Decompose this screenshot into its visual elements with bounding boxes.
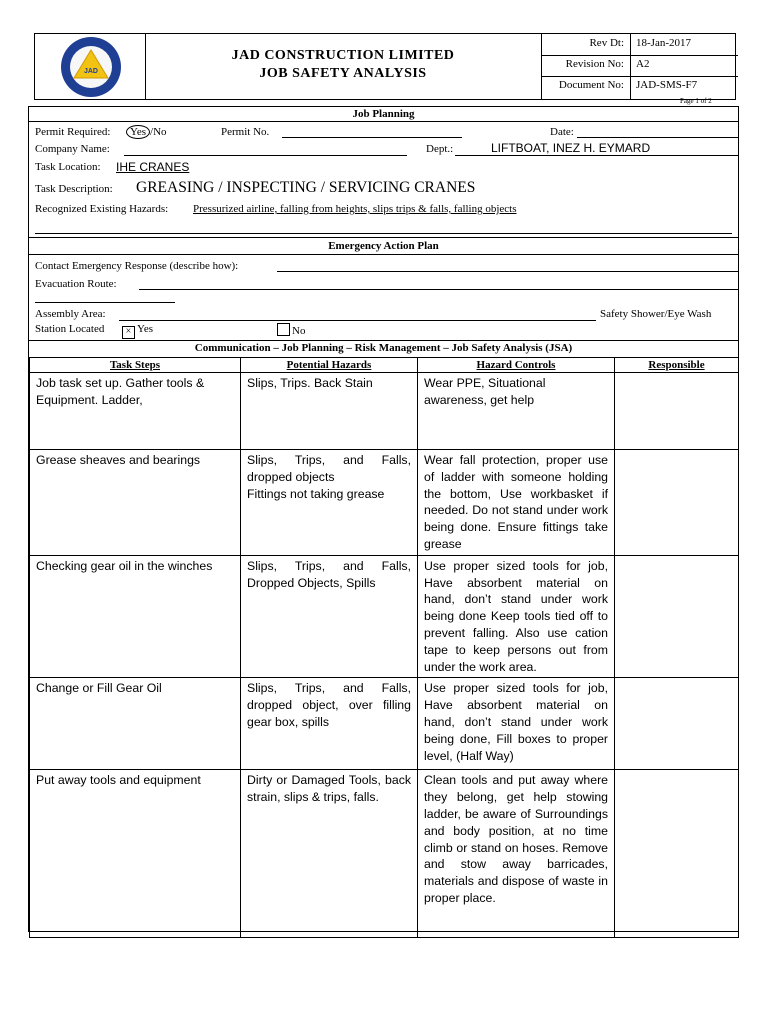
table-row — [30, 678, 739, 770]
task-step-cell: Checking gear oil in the winches — [30, 555, 241, 678]
hazards-field[interactable]: Pressurized airline, falling from heights, slips trips & falls, falling objects — [193, 203, 517, 215]
rev-date-value: 18-Jan-2017 — [630, 34, 738, 55]
table-row — [30, 450, 739, 556]
task-step-cell: Put away tools and equipment — [30, 770, 241, 938]
controls-cell: Clean tools and put away where they belong, get help stowing ladder, be aware of Surroundings and body position, at no time climb or stand on hoses. Remove and stow away barricades, materials and dispose of waste in proper place. — [418, 770, 615, 938]
revision-label: Revision No: — [565, 58, 624, 70]
date-label: Date: — [550, 126, 574, 138]
permit-no-label: Permit No. — [221, 126, 270, 138]
responsible-cell[interactable] — [615, 450, 739, 556]
document-no-row — [542, 76, 738, 99]
hazards-extra-line[interactable] — [35, 233, 732, 234]
rev-date-label: Rev Dt: — [589, 37, 624, 49]
station-label: Station Located — [35, 323, 105, 335]
document-title: JOB SAFETY ANALYSIS — [259, 66, 427, 81]
hazards-cell: Dirty or Damaged Tools, back strain, slips & trips, falls. — [241, 770, 418, 938]
task-location-field[interactable]: IHE CRANES — [116, 160, 190, 174]
col-potential-hazards: Potential Hazards — [241, 358, 418, 373]
permit-yes-circled: Yes — [126, 125, 150, 139]
company-name: JAD CONSTRUCTION LIMITED — [231, 48, 455, 63]
assembly-field[interactable] — [119, 320, 596, 321]
hazards-cell: Slips, Trips, and Falls, dropped objects Fittings not taking grease — [241, 450, 418, 556]
no-label: No — [292, 325, 306, 337]
jsa-heading: Communication – Job Planning – Risk Management – Job Safety Analysis (JSA) — [194, 342, 573, 354]
divider — [29, 121, 738, 122]
permit-no-field[interactable] — [282, 137, 462, 138]
rev-date-row — [542, 34, 738, 56]
revision-value: A2 — [630, 55, 738, 76]
controls-cell: Use proper sized tools for job, Have absorbent material on hand, don’t stand under work being done, Fill boxes to proper level, (Half Way) — [418, 678, 615, 770]
task-step-cell: Job task set up. Gather tools & Equipment. Ladder, — [30, 373, 241, 450]
document-no-value: JAD-SMS-F7 — [630, 76, 738, 99]
task-step-cell: Change or Fill Gear Oil — [30, 678, 241, 770]
logo-text: JAD — [83, 68, 99, 75]
revision-row — [542, 55, 738, 77]
permit-required-label: Permit Required: — [35, 126, 111, 138]
table-row — [30, 373, 739, 450]
controls-cell: Use proper sized tools for job, Have absorbent material on hand, don’t stand under work being done Keep tools tied off to prevent falling. Also use cation tape to keep persons out from under the work area. — [418, 555, 615, 678]
dept-label: Dept.: — [426, 143, 454, 155]
col-responsible: Responsible — [615, 358, 739, 373]
permit-yes-option[interactable] — [126, 126, 167, 138]
jsa-form — [28, 106, 739, 932]
divider — [29, 254, 738, 255]
table-row — [30, 555, 739, 678]
responsible-cell[interactable] — [615, 678, 739, 770]
yes-checkbox[interactable]: × — [122, 326, 135, 339]
jsa-table — [29, 357, 739, 938]
task-step-cell: Grease sheaves and bearings — [30, 450, 241, 556]
hazards-cell: Slips, Trips, and Falls, dropped object, over filling gear box, spills — [241, 678, 418, 770]
company-name-field[interactable] — [124, 155, 407, 156]
company-name-label: Company Name: — [35, 143, 110, 155]
no-checkbox[interactable] — [277, 323, 290, 336]
table-row — [30, 770, 739, 938]
document-header — [34, 33, 736, 100]
evacuation-label: Evacuation Route: — [35, 278, 117, 290]
task-location-label: Task Location: — [35, 161, 101, 173]
evacuation-field[interactable] — [139, 289, 738, 290]
company-logo — [35, 34, 145, 99]
task-description-label: Task Description: — [35, 183, 113, 195]
responsible-cell[interactable] — [615, 373, 739, 450]
controls-cell: Wear PPE, Situational awareness, get help — [418, 373, 615, 450]
logo-cell — [35, 34, 146, 99]
hazards-cell: Slips, Trips, and Falls, Dropped Objects, Spills — [241, 555, 418, 678]
evacuation-field-cont[interactable] — [35, 302, 175, 303]
assembly-label: Assembly Area: — [35, 308, 106, 320]
permit-no-option: /No — [150, 126, 167, 138]
responsible-cell[interactable] — [615, 555, 739, 678]
controls-cell: Wear fall protection, proper use of ladder with someone holding the bottom, Use workbasket if needed. Do not stand under work being done. Ensure fittings take grease — [418, 450, 615, 556]
document-no-label: Document No: — [558, 79, 624, 91]
contact-label: Contact Emergency Response (describe how): — [35, 260, 239, 272]
hazards-label: Recognized Existing Hazards: — [35, 203, 169, 215]
jsa-header-row — [30, 358, 739, 373]
col-task-steps: Task Steps — [30, 358, 241, 373]
document-meta-table — [541, 34, 738, 99]
date-field[interactable] — [577, 137, 738, 138]
dept-field[interactable]: LIFTBOAT, INEZ H. EYMARD — [455, 142, 738, 156]
yes-label: Yes — [137, 323, 154, 335]
page-number: Page 1 of 2 — [680, 97, 712, 105]
station-yes-option[interactable] — [122, 323, 153, 339]
responsible-cell[interactable] — [615, 770, 739, 938]
hazards-cell: Slips, Trips. Back Stain — [241, 373, 418, 450]
task-description-field[interactable]: GREASING / INSPECTING / SERVICING CRANES — [136, 179, 476, 196]
col-hazard-controls: Hazard Controls — [418, 358, 615, 373]
shower-label: Safety Shower/Eye Wash — [600, 308, 712, 320]
emergency-heading: Emergency Action Plan — [328, 240, 439, 252]
contact-field[interactable] — [277, 271, 738, 272]
job-planning-heading: Job Planning — [352, 108, 415, 120]
station-no-option[interactable] — [277, 323, 305, 337]
